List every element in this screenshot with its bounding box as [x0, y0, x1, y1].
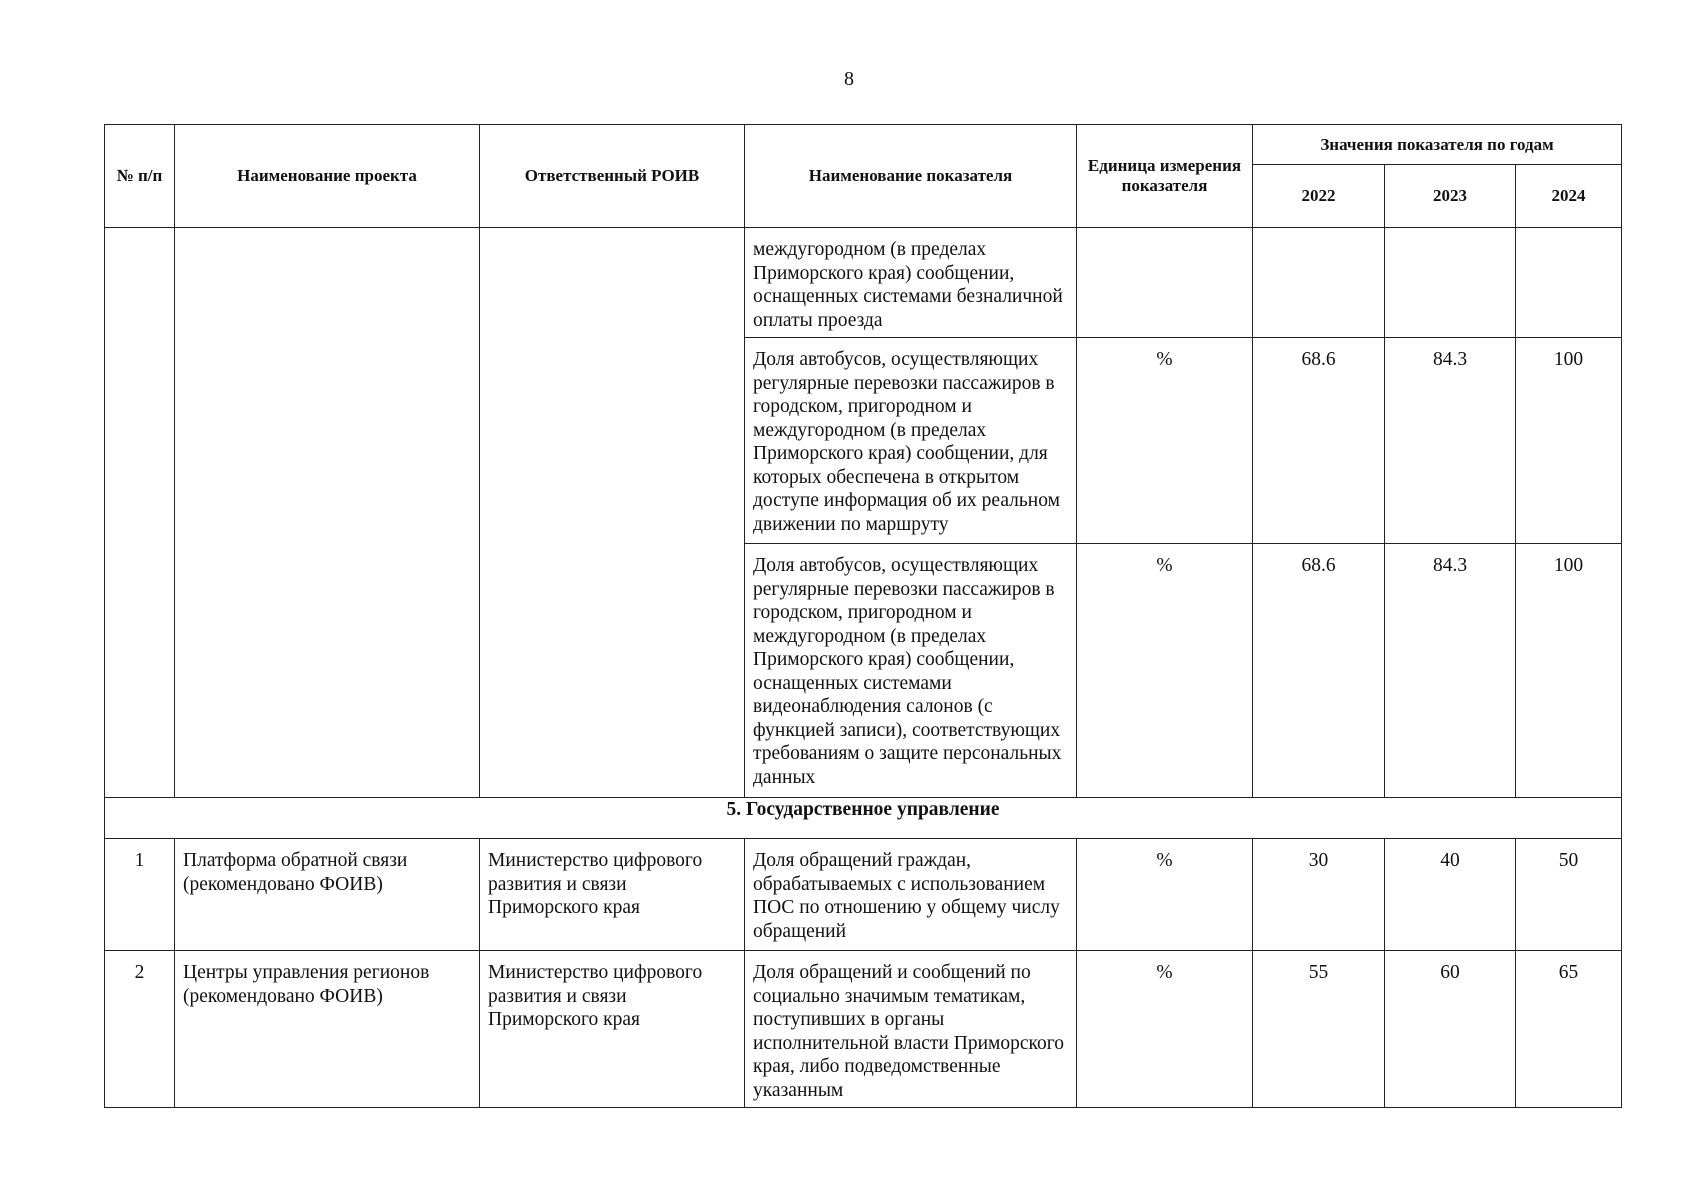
header-year-2024: 2024: [1516, 165, 1622, 228]
header-year-2022: 2022: [1253, 165, 1385, 228]
cell-value-2024: 50: [1516, 839, 1622, 951]
cell-value-2023: 84.3: [1385, 544, 1516, 798]
section-title: 5. Государственное управление: [105, 798, 1622, 839]
cell-num: 1: [105, 839, 175, 951]
cell-indicator: Доля обращений граждан, обрабатываемых с использованием ПОС по отношению у общему числу обращений: [745, 839, 1077, 951]
cell-value-2022: [1253, 228, 1385, 338]
cell-indicator: междугородном (в пределах Приморского края) сообщении, оснащенных системами безналичной оплаты проезда: [745, 228, 1077, 338]
cell-value-2023: 60: [1385, 951, 1516, 1108]
cell-unit: [1077, 228, 1253, 338]
cell-num: 2: [105, 951, 175, 1108]
page-number: 8: [844, 68, 854, 90]
cell-project: Центры управления регионов (рекомендовано ФОИВ): [175, 951, 480, 1108]
section-row: [105, 798, 1622, 839]
cell-unit: %: [1077, 338, 1253, 544]
cell-value-2023: 40: [1385, 839, 1516, 951]
table-row: [105, 951, 1622, 1108]
cell-indicator: Доля автобусов, осуществляющих регулярные перевозки пассажиров в городском, пригородном и междугородном (в пределах Приморского края) сообщении, оснащенных системами видеонаблюдения салонов (с функцией записи), соответствующих требованиям о защите персональных данных: [745, 544, 1077, 798]
cell-value-2022: 68.6: [1253, 338, 1385, 544]
table-row: [105, 839, 1622, 951]
cell-unit: %: [1077, 951, 1253, 1108]
cell-indicator: Доля автобусов, осуществляющих регулярные перевозки пассажиров в городском, пригородном и междугородном (в пределах Приморского края) сообщении, для которых обеспечена в открытом доступе информация об их реальном движении по маршруту: [745, 338, 1077, 544]
table-row: [105, 228, 1622, 338]
cell-indicator: Доля обращений и сообщений по социально значимым тематикам, поступивших в органы исполнительной власти Приморского края, либо подведомственные указанным: [745, 951, 1077, 1108]
cell-unit: %: [1077, 544, 1253, 798]
cell-roiv: Министерство цифрового развития и связи Приморского края: [480, 839, 745, 951]
header-roiv: Ответственный РОИВ: [480, 125, 745, 228]
cell-project-empty: [175, 228, 480, 798]
cell-value-2022: 68.6: [1253, 544, 1385, 798]
cell-value-2022: 30: [1253, 839, 1385, 951]
cell-value-2024: [1516, 228, 1622, 338]
header-project: Наименование проекта: [175, 125, 480, 228]
header-values-by-year: Значения показателя по годам: [1253, 125, 1622, 165]
cell-value-2024: 100: [1516, 544, 1622, 798]
cell-value-2024: 65: [1516, 951, 1622, 1108]
cell-project: Платформа обратной связи (рекомендовано ФОИВ): [175, 839, 480, 951]
indicators-table: [104, 124, 1622, 1108]
cell-roiv-empty: [480, 228, 745, 798]
cell-num-empty: [105, 228, 175, 798]
cell-unit: %: [1077, 839, 1253, 951]
cell-value-2022: 55: [1253, 951, 1385, 1108]
header-unit: Единица измерения показателя: [1077, 125, 1253, 228]
cell-value-2023: 84.3: [1385, 338, 1516, 544]
header-num: № п/п: [105, 125, 175, 228]
header-year-2023: 2023: [1385, 165, 1516, 228]
cell-value-2024: 100: [1516, 338, 1622, 544]
cell-value-2023: [1385, 228, 1516, 338]
cell-roiv: Министерство цифрового развития и связи Приморского края: [480, 951, 745, 1108]
header-indicator: Наименование показателя: [745, 125, 1077, 228]
